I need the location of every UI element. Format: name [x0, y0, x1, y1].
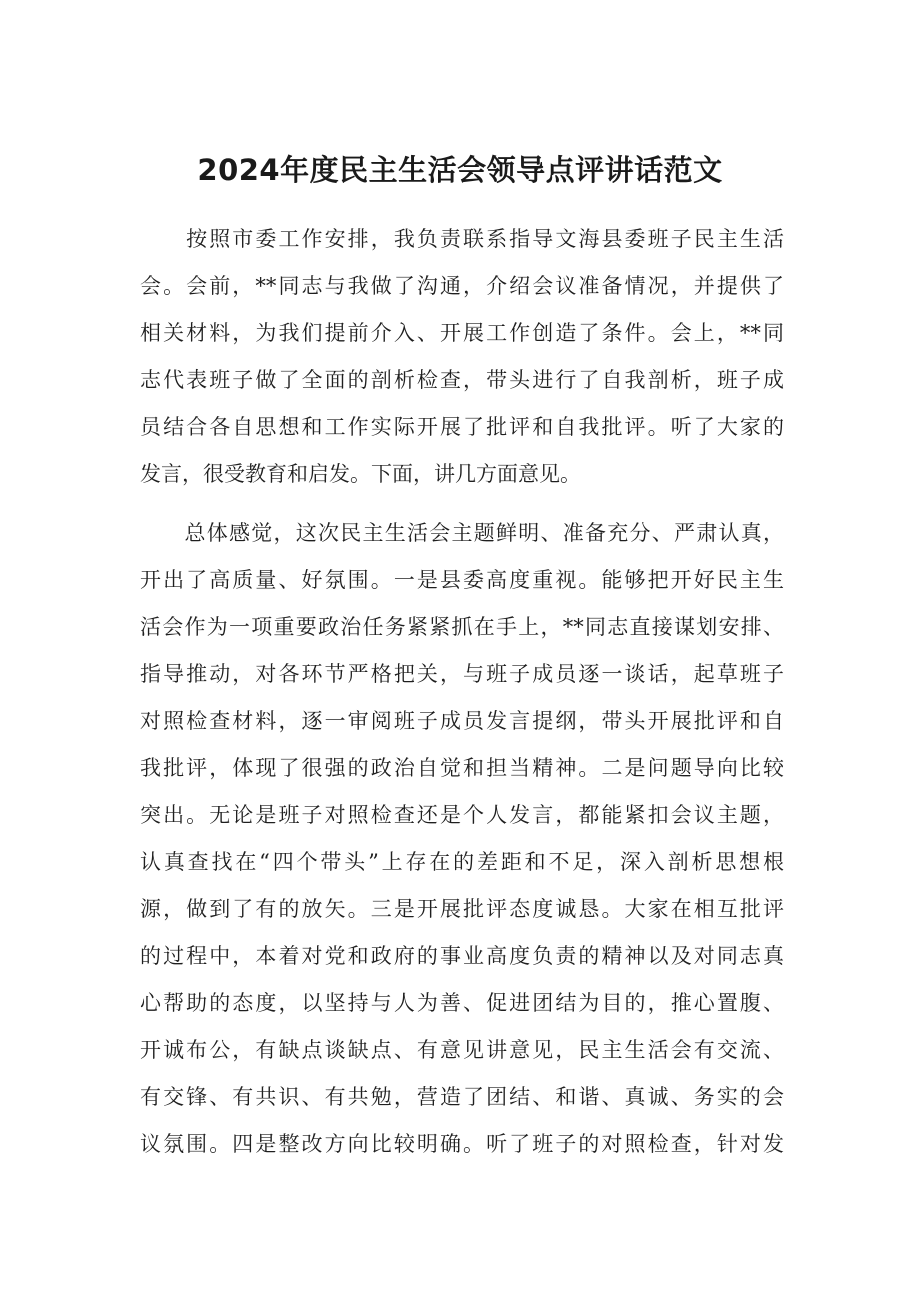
text-line: 发言，很受教育和启发。下面，讲几方面意见。	[140, 462, 581, 486]
text-line: 的过程中，本着对党和政府的事业高度负责的精神以及对同志真	[140, 944, 784, 968]
text-line: 有交锋、有共识、有共勉，营造了团结、和谐、真诚、务实的会	[140, 1085, 784, 1109]
paragraph-1	[140, 216, 784, 498]
document-title: 2024年度民主生活会领导点评讲话范文	[197, 153, 723, 187]
text-line: 开出了高质量、好氛围。一是县委高度重视。能够把开好民主生	[140, 568, 784, 592]
text-line: 议氛围。四是整改方向比较明确。听了班子的对照检查，针对发	[140, 1132, 784, 1156]
text-line: 指导推动，对各环节严格把关，与班子成员逐一谈话，起草班子	[140, 662, 784, 686]
text-line: 相关材料，为我们提前介入、开展工作创造了条件。会上，**同	[140, 321, 784, 345]
paragraph-2	[140, 510, 784, 1168]
text-line: 总体感觉，这次民主生活会主题鲜明、准备充分、严肃认真，	[140, 521, 784, 545]
text-line: 对照检查材料，逐一审阅班子成员发言提纲，带头开展批评和自	[140, 709, 784, 733]
text-line: 活会作为一项重要政治任务紧紧抓在手上，**同志直接谋划安排、	[140, 615, 784, 639]
text-line: 员结合各自思想和工作实际开展了批评和自我批评。听了大家的	[140, 415, 784, 439]
text-line: 源，做到了有的放矢。三是开展批评态度诚恳。大家在相互批评	[140, 897, 784, 921]
text-line: 我批评，体现了很强的政治自觉和担当精神。二是问题导向比较	[140, 756, 784, 780]
text-line: 突出。无论是班子对照检查还是个人发言，都能紧扣会议主题，	[140, 803, 784, 827]
text-line: 开诚布公，有缺点谈缺点、有意见讲意见，民主生活会有交流、	[140, 1038, 784, 1062]
text-line: 志代表班子做了全面的剖析检查，带头进行了自我剖析，班子成	[140, 368, 784, 392]
text-line: 按照市委工作安排，我负责联系指导文海县委班子民主生活	[140, 227, 784, 251]
text-line: 心帮助的态度，以坚持与人为善、促进团结为目的，推心置腹、	[140, 991, 784, 1015]
text-line: 认真查找在“四个带头”上存在的差距和不足，深入剖析思想根	[140, 850, 784, 874]
text-line: 会。会前，**同志与我做了沟通，介绍会议准备情况，并提供了	[140, 274, 784, 298]
